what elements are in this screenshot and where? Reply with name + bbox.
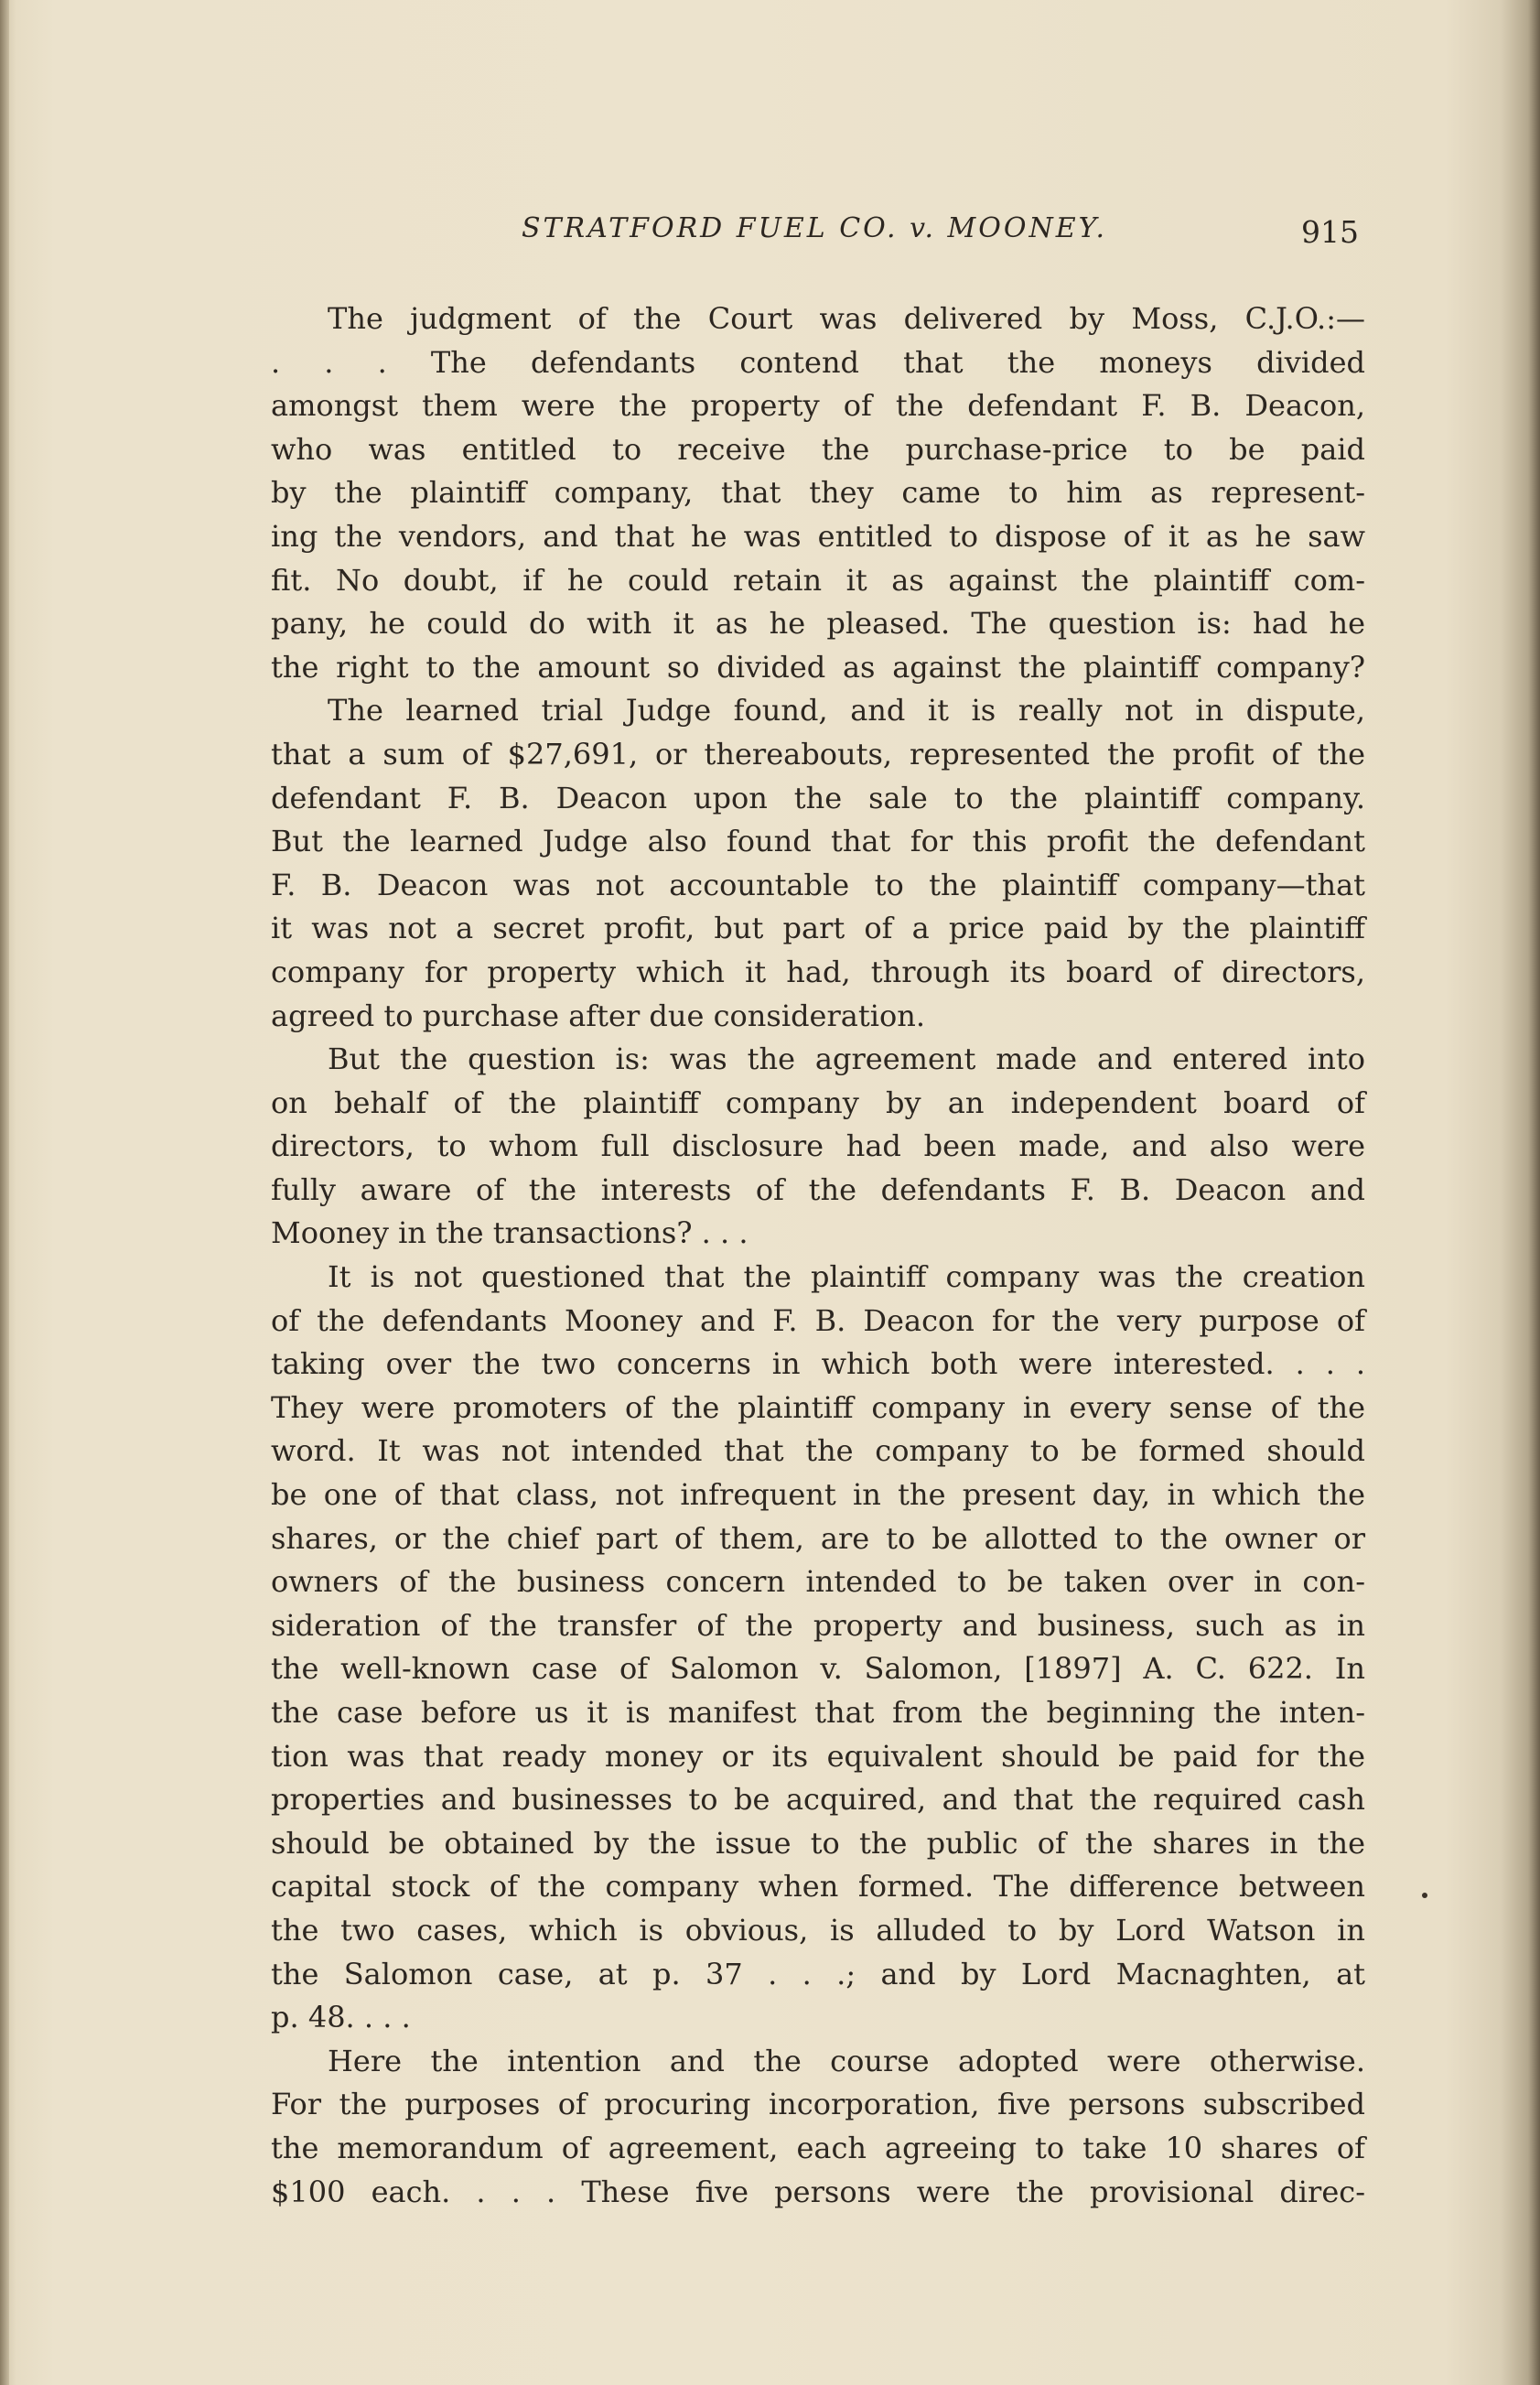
text-line: defendant F. B. Deacon upon the sale to the plaintiff company. bbox=[271, 780, 1365, 815]
text-line: It is not questioned that the plaintiff company was the creation bbox=[328, 1259, 1365, 1295]
text-line: Here the intention and the course adopted were otherwise. bbox=[328, 2043, 1365, 2078]
text-line: the memorandum of agreement, each agreeing to take 10 shares of bbox=[271, 2130, 1365, 2165]
text-line: F. B. Deacon was not accountable to the plaintiff company—that bbox=[271, 867, 1365, 902]
running-title: STRATFORD FUEL CO. v. MOONEY. bbox=[522, 212, 1108, 244]
text-line: the two cases, which is obvious, is alluded to by Lord Watson in bbox=[271, 1912, 1365, 1948]
page-number: 915 bbox=[1301, 214, 1359, 250]
text-line: For the purposes of procuring incorporation, five persons subscribed bbox=[271, 2087, 1365, 2122]
text-line: capital stock of the company when formed. The difference between bbox=[271, 1869, 1365, 1905]
text-line: But the question is: was the agreement made and entered into bbox=[328, 1041, 1365, 1077]
text-line: The learned trial Judge found, and it is really not in dispute, bbox=[328, 693, 1365, 728]
text-line: it was not a secret profit, but part of a price paid by the plaintiff bbox=[271, 911, 1365, 946]
text-line: ing the vendors, and that he was entitled to dispose of it as he saw bbox=[271, 518, 1365, 554]
text-line: . . . The defendants contend that the moneys divided bbox=[271, 344, 1365, 380]
text-line: $100 each. . . . These five persons were the provisional direc- bbox=[271, 2174, 1365, 2209]
text-line: that a sum of $27,691, or thereabouts, represented the profit of the bbox=[271, 736, 1365, 772]
text-line: who was entitled to receive the purchase-price to be paid bbox=[271, 431, 1365, 467]
text-line: word. It was not intended that the company to be formed should bbox=[271, 1433, 1365, 1469]
text-line: the case before us it is manifest that from the beginning the inten- bbox=[271, 1695, 1365, 1730]
text-line: on behalf of the plaintiff company by an independent board of bbox=[271, 1085, 1365, 1120]
text-line: sideration of the transfer of the property and business, such as in bbox=[271, 1607, 1365, 1643]
text-line: agreed to purchase after due consideration. bbox=[271, 998, 925, 1033]
text-line: should be obtained by the issue to the public of the shares in the bbox=[271, 1825, 1365, 1861]
text-line: by the plaintiff company, that they came to him as represent- bbox=[271, 475, 1365, 511]
text-line: company for property which it had, through its board of directors, bbox=[271, 954, 1365, 989]
text-line: Mooney in the transactions? . . . bbox=[271, 1215, 748, 1251]
text-line: the Salomon case, at p. 37 . . .; and by Lord Macnaghten, at bbox=[271, 1956, 1365, 1991]
text-line: They were promoters of the plaintiff company in every sense of the bbox=[271, 1389, 1365, 1425]
text-line: shares, or the chief part of them, are to be allotted to the owner or bbox=[271, 1520, 1365, 1556]
text-line: of the defendants Mooney and F. B. Deacon for the very purpose of bbox=[271, 1302, 1365, 1338]
text-line: fully aware of the interests of the defendants F. B. Deacon and bbox=[271, 1171, 1365, 1207]
text-line: owners of the business concern intended to be taken over in con- bbox=[271, 1564, 1365, 1600]
body-text bbox=[271, 297, 1365, 2214]
text-line: the right to the amount so divided as against the plaintiff company? bbox=[271, 649, 1365, 685]
text-line: pany, he could do with it as he pleased. The question is: had he bbox=[271, 606, 1365, 642]
page-spine-edge bbox=[0, 0, 9, 2385]
text-line: p. 48. . . . bbox=[271, 2000, 411, 2035]
text-line: amongst them were the property of the defendant F. B. Deacon, bbox=[271, 388, 1365, 424]
text-line: taking over the two concerns in which both were interested. . . . bbox=[271, 1346, 1365, 1382]
text-line: But the learned Judge also found that for this profit the defendant bbox=[271, 824, 1365, 859]
text-line: the well-known case of Salomon v. Salomon, [1897] A. C. 622. In bbox=[271, 1651, 1365, 1687]
text-line: The judgment of the Court was delivered by Moss, C.J.O.:— bbox=[328, 301, 1365, 336]
text-line: tion was that ready money or its equivalent should be paid for the bbox=[271, 1738, 1365, 1774]
running-head bbox=[0, 212, 1540, 258]
text-line: fit. No doubt, if he could retain it as against the plaintiff com- bbox=[271, 562, 1365, 598]
text-line: directors, to whom full disclosure had been made, and also were bbox=[271, 1128, 1365, 1164]
text-line: be one of that class, not infrequent in the present day, in which the bbox=[271, 1477, 1365, 1513]
text-line: properties and businesses to be acquired, and that the required cash bbox=[271, 1782, 1365, 1818]
ink-speck bbox=[1422, 1893, 1427, 1898]
